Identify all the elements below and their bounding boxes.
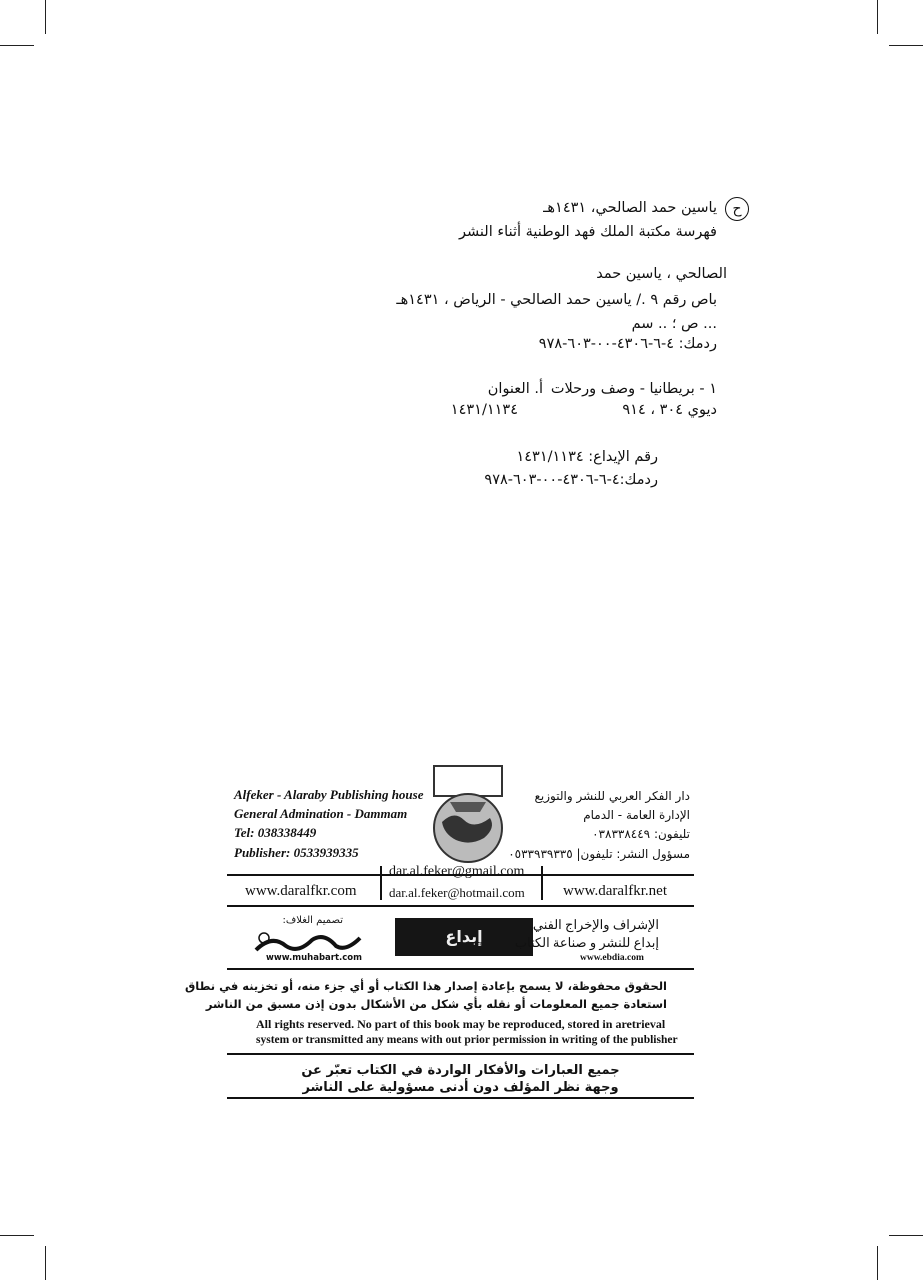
art-direction-publisher: إبداع للنشر و صناعة الكتاب <box>514 935 659 950</box>
crop-mark <box>45 0 46 34</box>
catalog-pages: ... ص ؛ .. سم <box>631 316 717 332</box>
ebda-banner: إبداع <box>395 918 533 956</box>
cover-designer-website[interactable]: www.muhabart.com <box>266 953 362 963</box>
divider-line <box>227 1097 694 1099</box>
divider-line <box>380 866 382 900</box>
email-hotmail[interactable]: dar.al.feker@hotmail.com <box>389 885 525 900</box>
catalog-title: باص رقم ٩ ./ ياسين حمد الصالحي - الرياض ، ١٤٣١هـ <box>396 292 717 308</box>
catalog-author: الصالحي ، ياسين حمد <box>596 266 727 282</box>
cover-design-label: تصميم الغلاف: <box>282 915 343 926</box>
art-direction-label: الإشراف والإخراج الفني <box>532 917 659 932</box>
website-left[interactable]: www.daralfkr.com <box>245 883 357 899</box>
catalog-copyright-line: ياسين حمد الصالحي، ١٤٣١هـ <box>543 200 717 216</box>
crop-mark <box>877 1246 878 1280</box>
catalog-subject: ١ - بريطانيا - وصف ورحلات <box>550 381 717 397</box>
copyright-symbol: ح <box>725 197 749 221</box>
crop-mark <box>889 1235 923 1236</box>
publisher-mobile-ar: مسؤول النشر: تليفون| ٠٥٣٣٩٣٩٣٣٥ <box>508 847 690 861</box>
rights-arabic-line1: الحقوق محفوظة، لا يسمح بإعادة إصدار هذا الكتاب أو أي جزء منه، أو تخزينه في نطاق <box>184 979 667 993</box>
isbn-number: ردمك:٤-٦-٤٣٠٦-٠٠-٦٠٣-٩٧٨ <box>484 472 658 488</box>
rights-english-line1: All rights reserved. No part of this book may be reproduced, stored in aretrieval <box>256 1017 666 1031</box>
publisher-name-en: Alfeker - Alaraby Publishing house <box>234 787 424 802</box>
divider-line <box>541 866 543 900</box>
disclaimer-line2: وجهة نظر المؤلف دون أدنى مسؤولية على الناشر <box>302 1080 619 1095</box>
publisher-tel-en: Tel: 038338449 <box>234 825 317 840</box>
rights-english-line2: system or transmitted any means with out prior permission in writing of the publisher <box>256 1034 678 1046</box>
rights-arabic-line2: استعادة جميع المعلومات أو نقله بأي شكل من الأشكال بدون إذن مسبق من الناشر <box>205 997 667 1011</box>
divider-line <box>227 1053 694 1055</box>
publisher-admin-ar: الإدارة العامة - الدمام <box>583 808 690 822</box>
website-right[interactable]: www.daralfkr.net <box>563 883 667 899</box>
crop-mark <box>889 45 923 46</box>
crop-mark <box>45 1246 46 1280</box>
crop-mark <box>877 0 878 34</box>
publisher-name-ar: دار الفكر العربي للنشر والتوزيع <box>534 789 690 803</box>
ebda-website[interactable]: www.ebdia.com <box>580 953 644 963</box>
deposit-number: رقم الإيداع: ١٤٣١/١١٣٤ <box>516 449 658 465</box>
crop-mark <box>0 1235 34 1236</box>
catalog-deposit-number: ١٤٣١/١١٣٤ <box>450 402 518 418</box>
publisher-mobile-en: Publisher: 0533939335 <box>234 845 359 860</box>
email-gmail[interactable]: dar.al.feker@gmail.com <box>389 864 525 879</box>
catalog-title-label: أ. العنوان <box>487 381 543 397</box>
catalog-dewey: ديوي ٣٠٤ ، ٩١٤ <box>622 402 717 418</box>
catalog-isbn: ردمك: ٤-٦-٤٣٠٦-٠٠-٦٠٣-٩٧٨ <box>538 336 717 352</box>
catalog-header: فهرسة مكتبة الملك فهد الوطنية أثناء النشر <box>458 224 717 240</box>
divider-line <box>227 905 694 907</box>
publisher-logo <box>420 762 516 870</box>
disclaimer-line1: جميع العبارات والأفكار الواردة في الكتاب تعبّر عن <box>301 1063 620 1078</box>
publisher-admin-en: General Admination - Dammam <box>234 806 408 821</box>
divider-line <box>227 968 694 970</box>
publisher-tel-ar: تليفون: ٠٣٨٣٣٨٤٤٩ <box>592 827 690 841</box>
crop-mark <box>0 45 34 46</box>
